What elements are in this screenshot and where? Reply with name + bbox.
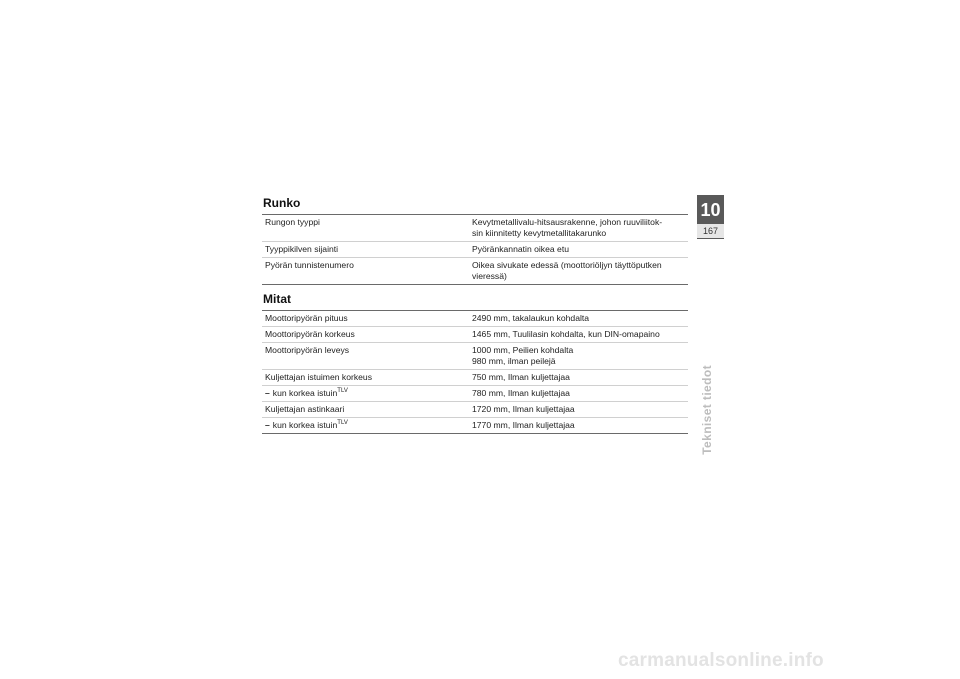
row-value-line: Kevytmetallivalu-hitsausrakenne, johon ruuviliitok- [472, 217, 663, 227]
section-heading-runko: Runko [263, 196, 301, 210]
row-value-line: 2490 mm, takalaukun kohdalta [472, 313, 590, 323]
chapter-tab [697, 195, 724, 239]
row-value [468, 311, 688, 327]
row-value [468, 327, 688, 343]
table-row [262, 215, 688, 242]
table-row [262, 386, 688, 402]
row-label: Pyörän tunnistenumero [262, 258, 468, 285]
section-heading-mitat: Mitat [263, 292, 291, 306]
row-label [262, 418, 468, 434]
row-value-line: 980 mm, ilman peilejä [472, 356, 556, 366]
row-value [468, 370, 688, 386]
row-label: Moottoripyörän pituus [262, 311, 468, 327]
row-label: Tyyppikilven sijainti [262, 242, 468, 258]
row-value-line: 1000 mm, Peilien kohdalta [472, 345, 574, 355]
row-value [468, 242, 688, 258]
row-value-line: Oikea sivukate edessä (moottoriöljyn täyttöputken [472, 260, 662, 270]
row-value-line: vieressä) [472, 271, 507, 281]
watermark-text: carmanualsonline.info [618, 650, 824, 671]
row-value [468, 343, 688, 370]
tlv-superscript: TLV [337, 388, 348, 394]
row-value-line: sin kiinnitetty kevytmetallitakarunko [472, 228, 607, 238]
row-label-text: kun korkea istuin [272, 388, 338, 398]
row-label: Moottoripyörän leveys [262, 343, 468, 370]
table-row [262, 258, 688, 285]
row-label [262, 386, 468, 402]
row-value-line: 780 mm, Ilman kuljettajaa [472, 388, 570, 398]
row-label: Kuljettajan istuimen korkeus [262, 370, 468, 386]
row-value [468, 402, 688, 418]
frame-spec-table [262, 214, 688, 285]
dash-marker: – [265, 388, 270, 398]
page-number: 167 [697, 224, 724, 238]
dimensions-spec-table [262, 310, 688, 434]
table-row [262, 402, 688, 418]
row-label-text: kun korkea istuin [272, 420, 338, 430]
row-label: Rungon tyyppi [262, 215, 468, 242]
row-value [468, 215, 688, 242]
table-row [262, 327, 688, 343]
table-row [262, 242, 688, 258]
row-value-line: 1770 mm, Ilman kuljettajaa [472, 420, 575, 430]
row-value [468, 386, 688, 402]
row-value [468, 418, 688, 434]
row-value-line: Pyöränkannatin oikea etu [472, 244, 569, 254]
tlv-superscript: TLV [337, 420, 348, 426]
chapter-number: 10 [700, 200, 721, 220]
dash-marker: – [265, 420, 270, 430]
table-row [262, 418, 688, 434]
table-row [262, 370, 688, 386]
row-value-line: 1465 mm, Tuulilasin kohdalta, kun DIN-omapaino [472, 329, 660, 339]
row-label: Moottoripyörän korkeus [262, 327, 468, 343]
chapter-title: Tekniset tiedot [700, 365, 714, 455]
table-row [262, 343, 688, 370]
row-value-line: 1720 mm, Ilman kuljettajaa [472, 404, 575, 414]
row-value-line: 750 mm, Ilman kuljettajaa [472, 372, 570, 382]
table-row [262, 311, 688, 327]
row-value [468, 258, 688, 285]
row-label: Kuljettajan astinkaari [262, 402, 468, 418]
